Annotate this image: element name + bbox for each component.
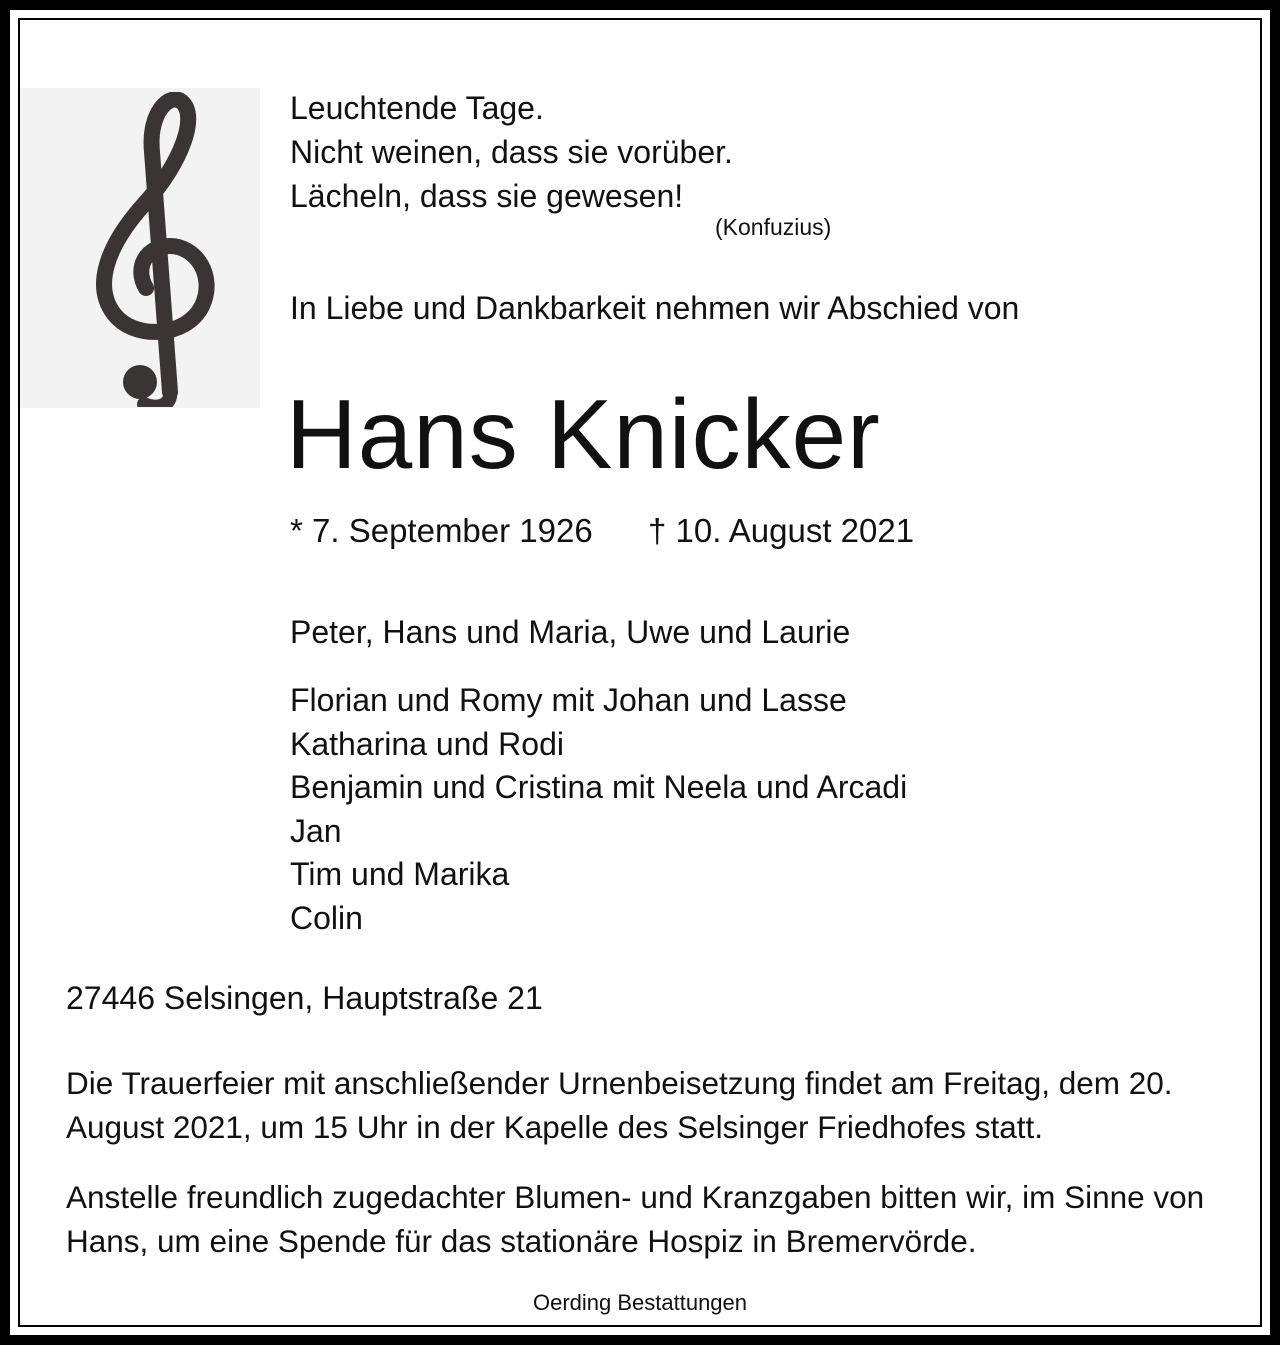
grandchildren-line: Colin xyxy=(290,899,363,936)
verse-line: Nicht weinen, dass sie vorüber. xyxy=(290,134,733,170)
grandchildren-line: Jan xyxy=(290,812,342,849)
grandchildren-line: Tim und Marika xyxy=(290,856,510,892)
address: 27446 Selsingen, Hauptstraße 21 xyxy=(66,980,543,1016)
undertaker-name: Oerding Bestattungen xyxy=(532,1290,748,1315)
grandchildren-line: Florian und Romy mit Johan und Lasse xyxy=(290,682,847,718)
family-grandchildren xyxy=(290,679,907,940)
donation-notice: Anstelle freundlich zugedachter Blumen- und Kranzgaben bitten wir, im Sinne von Hans, um eine Spende für das stationäre Hospiz in Bremervörde. xyxy=(66,1179,1205,1259)
death-date: † 10. August 2021 xyxy=(648,512,915,549)
verse-line: Leuchtende Tage. xyxy=(290,90,544,126)
funeral-notice: Die Trauerfeier mit anschließender Urnenbeisetzung findet am Freitag, dem 20. August 2021, um 15 Uhr in der Kapelle des Selsinger Friedhofes statt. xyxy=(66,1065,1173,1145)
verse-citation: (Konfuzius) xyxy=(715,214,832,240)
grandchildren-line: Benjamin und Cristina mit Neela und Arcadi xyxy=(290,769,908,805)
birth-date: * 7. September 1926 xyxy=(290,512,593,549)
deceased-name: Hans Knicker xyxy=(286,379,881,489)
grandchildren-line: Katharina und Rodi xyxy=(290,725,564,762)
verse-line: Lächeln, dass sie gewesen! xyxy=(290,178,684,214)
clef-panel xyxy=(20,88,260,408)
intro-text: In Liebe und Dankbarkeit nehmen wir Abschied von xyxy=(290,290,1020,326)
verse xyxy=(290,86,733,218)
family-children: Peter, Hans und Maria, Uwe und Laurie xyxy=(290,614,851,650)
treble-clef-icon xyxy=(84,92,224,407)
